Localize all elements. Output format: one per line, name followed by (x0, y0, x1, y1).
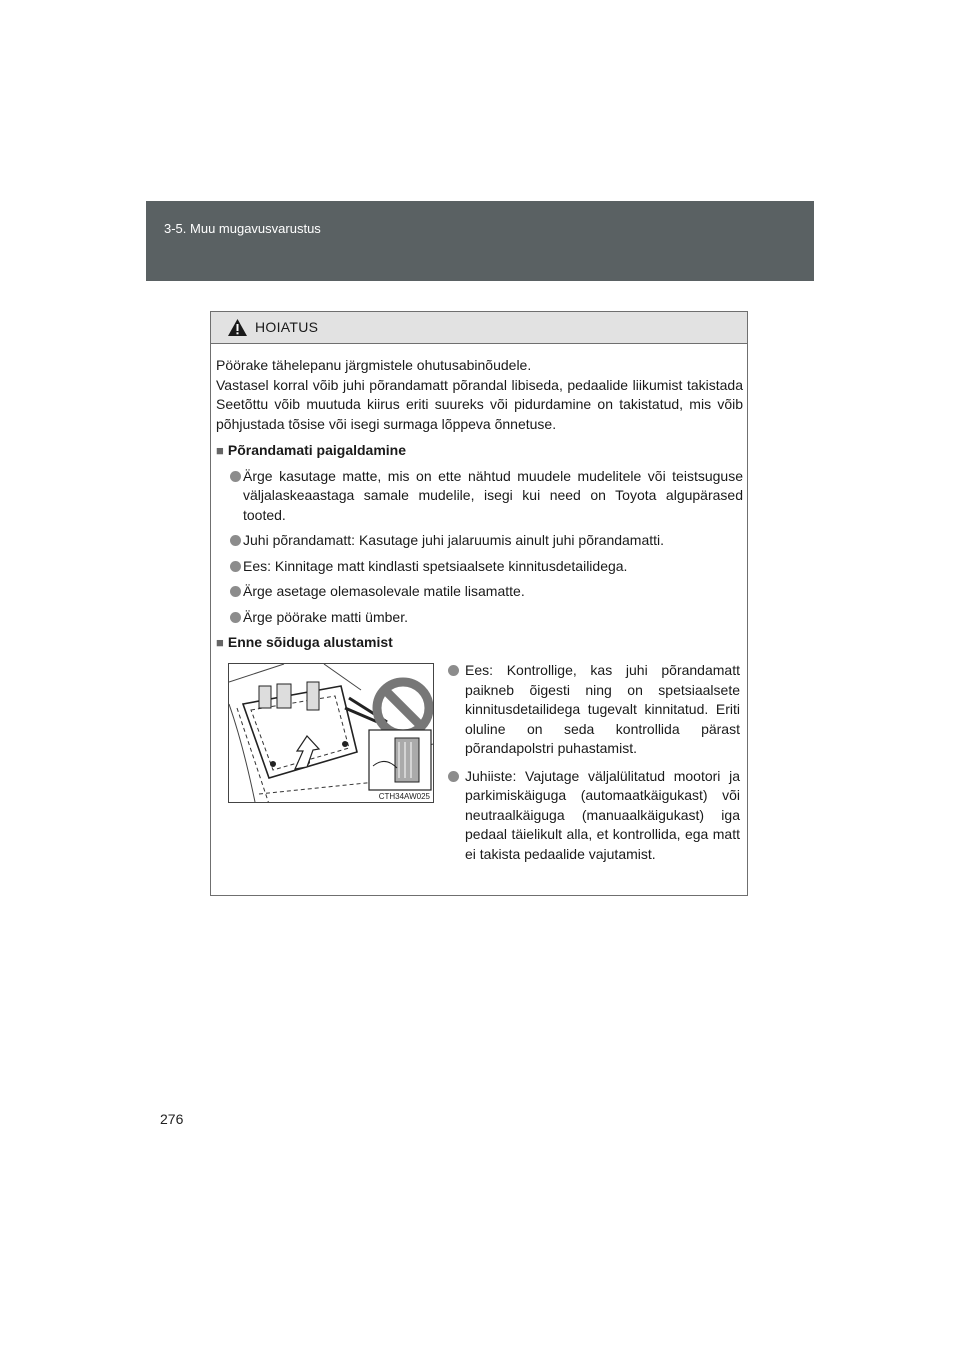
section-header-band (146, 201, 814, 281)
list-item (216, 467, 743, 526)
intro-line-2: Vastasel korral võib juhi põrandamatt põrandal libiseda, pedaalide liikumist takistada Seetõttu võib muutuda kiirus eriti suureks või pidurdamine on takistatud, mis võib põhjustada tõsise või isegi surmaga lõppeva õnnetuse. (216, 376, 743, 432)
before-driving-list (440, 661, 740, 872)
section-heading-floor-mat-install (216, 441, 743, 461)
floor-mat-drawing (229, 664, 434, 803)
list-item-text: Ees: Kinnitage matt kindlasti spetsiaalsete kinnitusdetailidega. (243, 557, 628, 574)
list-item (440, 767, 740, 865)
bullet-dot-icon (230, 612, 241, 623)
section-heading-text: Põrandamati paigaldamine (227, 442, 407, 458)
list-item (216, 582, 743, 602)
illustration-code: CTH34AW025 (378, 792, 430, 801)
list-item-text: Ärge pöörake matti ümber. (243, 608, 408, 625)
warning-title: HOIATUS (255, 319, 319, 335)
warning-header (211, 312, 747, 344)
warning-intro (216, 356, 743, 434)
section-heading-text: Enne sõiduga alustamist (227, 634, 393, 650)
bullet-dot-icon (448, 665, 459, 676)
section-heading-before-driving (216, 633, 743, 653)
list-item (440, 661, 740, 759)
bullet-dot-icon (230, 586, 241, 597)
section-title: 3-5. Muu mugavusvarustus (164, 221, 321, 236)
square-bullet-icon: ■ (216, 635, 224, 650)
bullet-dot-icon (230, 471, 241, 482)
intro-line-1: Pöörake tähelepanu järgmistele ohutusabinõudele. (216, 357, 532, 373)
list-item (216, 608, 743, 628)
page-number: 276 (160, 1111, 184, 1127)
list-item (216, 531, 743, 551)
list-item (216, 557, 743, 577)
bullet-dot-icon (448, 771, 459, 782)
list-item-text: Ees: Kontrollige, kas juhi põrandamatt paikneb õigesti ning on spetsiaalsete kinnitusdetailidega tugevalt kinnitatud. Eriti oluline on seda kontrollida pärast põrandapolstri puhastamist. (465, 662, 740, 756)
list-item-text: Juhiiste: Vajutage väljalülitatud mootori ja parkimiskäiguga (automaatkäigukast) või neutraalkäiguga (manuaalkäigukast) iga pedaal täielikult alla, et kontrollida, ega matt ei takista pedaalide vajutamist. (465, 767, 740, 862)
bullet-dot-icon (230, 535, 241, 546)
list-item-text: Ärge asetage olemasolevale matile lisamatte. (243, 583, 525, 599)
bullet-dot-icon (230, 561, 241, 572)
warning-body (216, 356, 743, 659)
floor-mat-illustration (228, 663, 434, 803)
list-item-text: Juhi põrandamatt: Kasutage juhi jalaruumis ainult juhi põrandamatti. (243, 532, 665, 548)
warning-triangle-icon (227, 318, 248, 337)
list-item-text: Ärge kasutage matte, mis on ette nähtud muudele mudelitele või teistsuguse väljalaskeaastaga samale mudelile, isegi kui need on Toyota algupärased tooted. (243, 467, 743, 523)
square-bullet-icon: ■ (216, 443, 224, 458)
